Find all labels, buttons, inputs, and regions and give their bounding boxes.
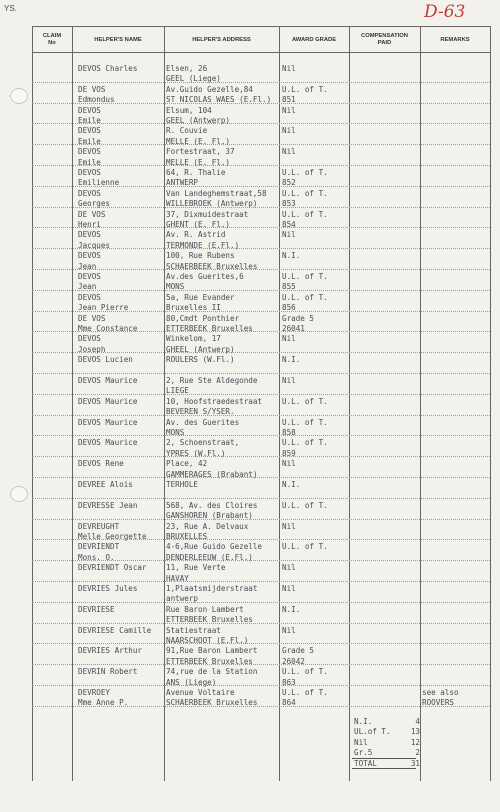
helper-address: ST NICOLAS WAES (E.Fl.) [166, 95, 272, 105]
helper-address: 37, Dixmuidestraat [166, 209, 249, 219]
award-grade: 853 [282, 199, 296, 209]
remarks-text: see also [422, 688, 459, 697]
award-grade: 863 [282, 677, 296, 687]
helper-address: GHEEL (Antwerp) [166, 344, 235, 354]
helper-name: Mme Constance [78, 324, 138, 333]
helper-name: DEVRIES Arthur [78, 646, 143, 656]
helper-name: Mme Anne P. [78, 698, 129, 708]
award-grade: U.L. of T. [282, 396, 328, 406]
helper-name: Jean Pierre [78, 303, 129, 313]
award-grade: 852 [282, 178, 296, 188]
helper-name: DEVOS [78, 292, 101, 302]
award-grade: Nil [282, 521, 296, 531]
helper-name: DEVRIENDT [78, 542, 120, 552]
helper-address: Av. R. Astrid [166, 230, 226, 240]
helper-address: BEVEREN S/YSER. [166, 407, 235, 417]
total-label: Nil [354, 737, 368, 747]
total-value: 12 [410, 737, 420, 747]
helper-name: DEVOS [78, 147, 101, 157]
helper-address: MELLE (E. Fl.) [166, 136, 231, 146]
column-divider [32, 26, 33, 781]
helper-name: DEVOS Maurice [78, 376, 138, 385]
helper-address: Avenue Voltaire [166, 688, 235, 697]
helper-name: Melle Georgette [78, 532, 147, 541]
award-grade: Nil [282, 147, 296, 157]
helper-address: Av. des Guerites [166, 417, 240, 427]
helper-address: antwerp [166, 594, 199, 604]
helper-name: Jean [78, 282, 97, 292]
helper-name: DEVOS Maurice [78, 396, 138, 406]
award-grade: Nil [282, 126, 296, 136]
helper-address: 11, Rue Verte [166, 563, 226, 573]
helper-address: Av.Guido Gezelle,84 [166, 84, 253, 94]
header-claim: CLAIM No [42, 33, 62, 46]
reference-code: D-63 [424, 2, 466, 22]
helper-name: DEVOS Charles [78, 64, 138, 73]
total-label: TOTAL [354, 758, 377, 768]
helper-address: ROULERS (W.Fl.) [166, 355, 235, 365]
row-separator [32, 498, 490, 499]
helper-address: Elsen, 26 [166, 64, 208, 73]
helper-name: DEVRIN Robert [78, 667, 138, 677]
award-grade: 26042 [282, 656, 305, 666]
helper-name: Emile [78, 136, 101, 146]
award-grade: 855 [282, 282, 296, 292]
header-paid: COMPENSATION PAID [361, 33, 408, 46]
helper-address: BRUXELLES [166, 532, 208, 541]
award-grade: N.I. [282, 604, 301, 614]
award-grade: Nil [282, 376, 296, 385]
helper-address: GHENT (E. Fl.) [166, 220, 231, 229]
helper-address: 2, Schoenstraat, [166, 438, 240, 448]
helper-address: ETTERBEEK Bruxelles [166, 615, 253, 625]
helper-address: Av.des Guerites,6 [166, 272, 244, 281]
award-grade: U.L. of T. [282, 438, 328, 448]
helper-name: DEVOS [78, 251, 101, 261]
helper-address: 100, Rue Rubens [166, 251, 235, 261]
helper-address: MONS [166, 282, 185, 292]
helper-address: Van Landeghemstraat,58 [166, 188, 267, 198]
total-rule [352, 768, 416, 769]
helper-name: Edmondus [78, 95, 115, 105]
helper-address: 2, Rue Ste Aldegonde [166, 376, 258, 385]
helper-address: Place, 42 [166, 459, 208, 469]
column-divider [420, 26, 421, 781]
helper-address: HAVAY [166, 573, 189, 583]
helper-address: ETTERBEEK Bruxelles [166, 324, 253, 333]
helper-address: 80,Cmdt Ponthier [166, 313, 240, 323]
helper-address: GEEL (Liege) [166, 74, 221, 84]
helper-address: TERMONDE (E.Fl.) [166, 240, 240, 250]
award-grade: Nil [282, 584, 296, 593]
header-bottom-border [32, 52, 490, 53]
total-label: N.I. [354, 717, 373, 726]
total-rule [352, 758, 416, 759]
helper-address: 1,Plaatsmijderstraat [166, 584, 258, 593]
award-grade: N.I. [282, 480, 301, 489]
helper-name: DEVOS [78, 168, 101, 177]
helper-address: MONS [166, 428, 185, 437]
helper-name: DEVOS [78, 105, 101, 115]
total-value: 2 [415, 748, 420, 758]
award-grade: U.L. of T. [282, 542, 328, 552]
header-name: HELPER'S NAME [94, 36, 142, 43]
helper-address: GAMMERAGES (Brabant) [166, 469, 258, 479]
helper-address: GANSHOREN (Brabant) [166, 511, 253, 521]
helper-address: MELLE (E. Fl.) [166, 157, 231, 167]
helper-name: DEVOS Rene [78, 459, 124, 469]
award-grade: U.L. of T. [282, 688, 328, 697]
helper-name: DEVRIENDT Oscar [78, 563, 147, 573]
helper-name: DE VOS [78, 209, 106, 219]
helper-address: Elsum, 104 [166, 105, 212, 115]
helper-address: R. Couvie [166, 126, 208, 136]
award-grade: U.L. of T. [282, 84, 328, 94]
award-grade: U.L. of T. [282, 188, 328, 198]
header-award: AWARD GRADE [291, 36, 337, 43]
helper-address: ETTERBEEK Bruxelles [166, 656, 253, 666]
helper-address: 74,rue de la Station [166, 667, 258, 677]
award-grade: U.L. of T. [282, 292, 328, 302]
helper-name: Georges [78, 199, 111, 209]
award-grade: N.I. [282, 251, 301, 261]
helper-name: Joseph [78, 344, 106, 354]
helper-address: Rue Baron Lambert [166, 604, 244, 614]
helper-name: Henri [78, 220, 101, 229]
helper-name: Jean [78, 261, 97, 271]
total-label: Gr.5 [354, 748, 373, 758]
helper-name: Emilienne [78, 178, 120, 188]
award-grade: Nil [282, 64, 296, 73]
helper-address: SCHAERBEEK Bruxelles [166, 261, 258, 271]
helper-name: DEVOS [78, 272, 101, 281]
helper-address: ANTWERP [166, 178, 199, 188]
corner-text: YS. [4, 4, 17, 13]
helper-address: Winkelom, 17 [166, 334, 221, 344]
helper-name: Emile [78, 116, 101, 125]
column-divider [72, 26, 73, 781]
award-grade: 859 [282, 448, 296, 458]
total-label: UL.of T. [354, 727, 391, 737]
award-grade: Nil [282, 230, 296, 240]
column-divider [164, 26, 165, 781]
table-top-border [32, 26, 490, 27]
award-grade: 851 [282, 95, 296, 105]
helper-name: DEVOS [78, 188, 101, 198]
helper-address: Statiestraat [166, 625, 221, 635]
helper-name: DEVOS Maurice [78, 438, 138, 448]
award-grade: U.L. of T. [282, 500, 328, 510]
total-value: 13 [410, 727, 420, 737]
helper-name: DEVROEY [78, 688, 111, 697]
punch-hole [10, 486, 28, 502]
helper-address: TERHOLE [166, 480, 199, 489]
helper-address: 64, R. Thalie [166, 168, 226, 177]
column-divider [279, 26, 280, 781]
award-grade: 864 [282, 698, 296, 708]
helper-name: DEVOS [78, 126, 101, 136]
award-grade: 858 [282, 428, 296, 437]
helper-name: DE VOS [78, 313, 106, 323]
total-value: 4 [415, 717, 420, 726]
punch-hole [10, 88, 28, 104]
helper-name: DEVRIES Jules [78, 584, 138, 593]
award-grade: Nil [282, 625, 296, 635]
helper-name: Jacques [78, 240, 111, 250]
helper-address: YPRES (W.Fl.) [166, 448, 226, 458]
helper-address: 10, Hoofstraedestraat [166, 396, 263, 406]
helper-name: Mons. O. [78, 552, 115, 562]
helper-address: 5a, Rue Evander [166, 292, 235, 302]
helper-address: WILLEBROEK (Antwerp) [166, 199, 258, 209]
remarks-text: ROOVERS [422, 698, 455, 708]
total-value: 31 [410, 758, 420, 768]
award-grade: Nil [282, 459, 296, 469]
award-grade: Nil [282, 334, 296, 344]
helper-address: LIEGE [166, 386, 189, 396]
helper-address: 568, Av. des Cloires [166, 500, 258, 510]
helper-address: GEEL (Antwerp) [166, 116, 231, 125]
helper-name: DEVOS Lucien [78, 355, 133, 365]
column-divider [349, 26, 350, 781]
column-divider [490, 26, 491, 781]
helper-address: Fortestraat, 37 [166, 147, 235, 157]
helper-name: DEVOS Maurice [78, 417, 138, 427]
award-grade: U.L. of T. [282, 417, 328, 427]
header-address: HELPER'S ADDRESS [192, 36, 251, 43]
award-grade: 26041 [282, 324, 305, 333]
award-grade: 856 [282, 303, 296, 313]
award-grade: U.L. of T. [282, 168, 328, 177]
award-grade: N.I. [282, 355, 301, 365]
helper-name: DE VOS [78, 84, 106, 94]
helper-name: DEVRIESE Camille [78, 625, 152, 635]
helper-address: NAARSCHOOT (E.Fl.) [166, 636, 249, 645]
row-separator [32, 373, 490, 374]
helper-name: DEVRESSE Jean [78, 500, 138, 510]
award-grade: Nil [282, 105, 296, 115]
helper-name: DEVREE Alois [78, 480, 133, 489]
award-grade: 854 [282, 220, 296, 229]
helper-address: 4-6,Rue Guido Gezelle [166, 542, 263, 552]
award-grade: U.L. of T. [282, 209, 328, 219]
award-grade: Grade 5 [282, 646, 315, 656]
helper-name: DEVOS [78, 334, 101, 344]
helper-name: DEVREUGHT [78, 521, 120, 531]
helper-address: 91,Rue Baron Lambert [166, 646, 258, 656]
helper-name: DEVRIESE [78, 604, 115, 614]
header-remarks: REMARKS [440, 36, 470, 43]
helper-address: 23, Rue A. Delvaux [166, 521, 249, 531]
helper-name: Emile [78, 157, 101, 167]
award-grade: Grade 5 [282, 313, 315, 323]
award-grade: Nil [282, 563, 296, 573]
award-grade: U.L. of T. [282, 667, 328, 677]
award-grade: U.L. of T. [282, 272, 328, 281]
helper-address: Bruxelles II [166, 303, 221, 313]
helper-address: ANS (Liege) [166, 677, 217, 687]
helper-name: DEVOS [78, 230, 101, 240]
helper-address: SCHAERBEEK Bruxelles [166, 698, 258, 708]
helper-address: DENDERLEEUW (E.Fl.) [166, 552, 253, 562]
